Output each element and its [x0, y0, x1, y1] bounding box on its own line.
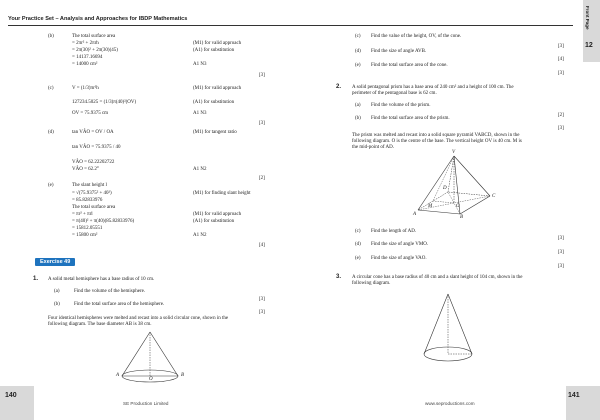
question-text: perimeter of the pentagonal base is 62 cm. — [352, 91, 437, 96]
question-text: following diagram. O is the centre of the base. The vertical height OV is 40 cm. M is — [352, 139, 522, 144]
question-text: Find the total surface area of the cone. — [371, 63, 448, 68]
part-label: (d) — [355, 242, 361, 247]
question-text: A solid metal hemisphere has a base radius of 10 cm. — [48, 277, 155, 282]
mark: [3] — [259, 121, 265, 126]
diagram-label-o: O — [149, 377, 153, 382]
mark: [3] — [558, 71, 564, 76]
question-text: A solid pentagonal prism has a base area of 240 cm² and a height of 100 cm. The — [352, 85, 514, 90]
solution-line: = 2πr² + 2πrh — [72, 41, 99, 46]
question-number: 1. — [33, 276, 39, 282]
mark: [3] — [558, 126, 564, 131]
question-text: Four identical hemispheres were melted and recast into a solid circular cone, shown in the — [48, 316, 229, 321]
question-text: the mid-point of AD. — [352, 145, 394, 150]
mark: [3] — [259, 73, 265, 78]
marking-note: (M1) for valid approach — [193, 212, 242, 217]
question-text: Find the size of angle VAO. — [371, 256, 427, 261]
marking-note: A1 N2 — [193, 233, 207, 238]
solution-line: = π(40)² + π(40)(85.82833976) — [72, 219, 135, 224]
mark: [3] — [558, 44, 564, 49]
part-label: (b) — [54, 302, 60, 307]
part-label: (a) — [355, 103, 361, 108]
left-d-label: (d) — [48, 130, 54, 135]
diagram-label-b: B — [181, 373, 185, 378]
left-e-label: (e) — [48, 183, 54, 188]
part-label: (c) — [355, 34, 361, 39]
part-label: (d) — [355, 49, 361, 54]
pyramid-diagram — [410, 152, 500, 222]
part-label: (a) — [54, 289, 60, 294]
cone-diagram-right — [420, 292, 480, 364]
solution-line: = 15812.05551 — [72, 226, 103, 231]
solution-line: = πr² + πrl — [72, 212, 93, 217]
solution-line: tan VÂO = OV / OA — [72, 130, 114, 135]
pyramid-label-c: C — [492, 194, 496, 199]
solution-line: 127234.5025 = (1/3)π(40)²(OV) — [72, 100, 137, 105]
mark: [3] — [259, 310, 265, 315]
marking-note: (M1) for valid approach — [193, 86, 242, 91]
chapter-number: 12 — [585, 42, 593, 49]
marking-note: (A1) for substitution — [193, 48, 235, 53]
left-c-label: (c) — [48, 86, 54, 91]
question-text: Find the total surface area of the prism. — [371, 116, 450, 121]
solution-line: VÂO = 62.2° — [72, 167, 99, 172]
marking-note: (M1) for valid approach — [193, 41, 242, 46]
question-text: Find the size of angle AVB. — [371, 49, 427, 54]
solution-line: = 14000 cm² — [72, 62, 98, 67]
solution-line: = 15800 cm² — [72, 233, 98, 238]
question-text: The prism was melted and recast into a solid square pyramid VABCD, shown in the — [352, 133, 520, 138]
marking-note: (M1) for tangent ratio — [193, 130, 237, 135]
pyramid-label-m: M — [428, 204, 433, 209]
marking-note: (A1) for substitution — [193, 100, 235, 105]
marking-note: (A1) for substitution — [193, 219, 235, 224]
question-text: following diagram. The base diameter AB is 38 cm. — [48, 322, 152, 327]
page-header-title: Your Practice Set – Analysis and Approaches for IBDP Mathematics — [8, 16, 188, 22]
question-number: 3. — [336, 274, 342, 280]
question-text: Find the size of angle VMO. — [371, 242, 429, 247]
pyramid-label-d: D — [443, 186, 447, 191]
solution-line: V = (1/3)πr²h — [72, 86, 99, 91]
question-number: 2. — [336, 84, 342, 90]
marking-note: A1 N3 — [193, 111, 207, 116]
footer-left: SE Production Limited — [123, 401, 169, 406]
question-text: Find the value of the height, OV, of the cone. — [371, 34, 462, 39]
marking-note: A1 N3 — [193, 62, 207, 67]
marking-note: (M1) for finding slant height — [193, 191, 251, 196]
exercise-badge: Exercise 49 — [35, 258, 75, 266]
solution-line: VÂO = 62.22202722 — [72, 160, 115, 165]
mark: [2] — [558, 113, 564, 118]
mark: [4] — [259, 243, 265, 248]
diagram-label-a: A — [116, 373, 120, 378]
question-text: Find the total surface area of the hemisphere. — [74, 302, 165, 307]
question-text: Find the length of AD. — [371, 229, 417, 234]
pyramid-label-v: V — [452, 150, 456, 155]
solution-line: The total surface area — [72, 205, 116, 210]
solution-line: = 2π(30)² + 2π(30)(45) — [72, 48, 118, 53]
page-number-right-text: 141 — [568, 392, 580, 399]
question-text: A circular cone has a base radius of 40 cm and a slant height of 104 cm, shown in the — [352, 275, 523, 280]
solution-line: = 14137.16694 — [72, 55, 103, 60]
question-text: following diagram. — [352, 281, 391, 286]
page-number-left-text: 140 — [5, 392, 17, 399]
solution-line: tan VÂO = 75.9375 / 40 — [72, 145, 121, 150]
solution-line: The total surface area — [72, 34, 116, 39]
mark: [4] — [558, 57, 564, 62]
side-tab-label: Front Page — [585, 6, 590, 30]
mark: [2] — [259, 176, 265, 181]
header-rule — [8, 25, 573, 26]
solution-line: = 85.82833976 — [72, 198, 103, 203]
marking-note: A1 N2 — [193, 167, 207, 172]
mark: [3] — [558, 250, 564, 255]
pyramid-label-a: A — [413, 212, 417, 217]
pyramid-label-o: O — [456, 204, 460, 209]
mark: [3] — [259, 297, 265, 302]
solution-line: OV = 75.9375 cm — [72, 111, 109, 116]
question-text: Find the volume of the prism. — [371, 103, 431, 108]
solution-line: = √(75.9375² + 40²) — [72, 191, 112, 196]
left-b-label: (b) — [48, 34, 54, 39]
question-text: Find the volume of the hemisphere. — [74, 289, 146, 294]
mark: [3] — [558, 264, 564, 269]
part-label: (b) — [355, 116, 361, 121]
pyramid-label-b: B — [460, 215, 464, 220]
solution-line: The slant height l — [72, 183, 107, 188]
mark: [3] — [558, 236, 564, 241]
cone-diagram — [118, 330, 188, 386]
footer-right: www.seproductions.com — [425, 401, 475, 406]
part-label: (e) — [355, 63, 361, 68]
part-label: (c) — [355, 229, 361, 234]
part-label: (e) — [355, 256, 361, 261]
